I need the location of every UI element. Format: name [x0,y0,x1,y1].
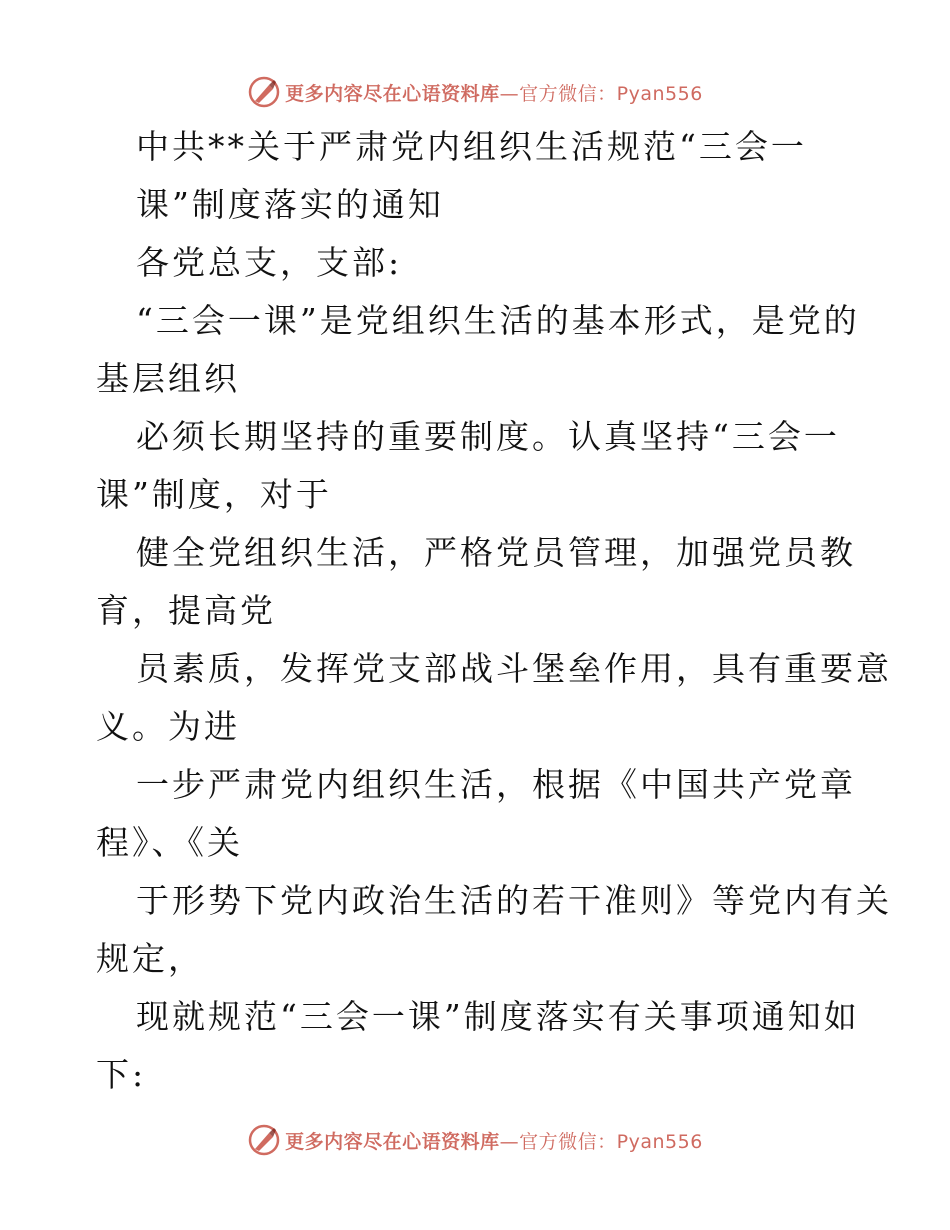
watermark-separator: — [499,1130,520,1153]
watermark-brand: 更多内容尽在心语资料库 [285,82,500,105]
document-title-line-2: 课”制度落实的通知 [136,185,444,224]
paragraph-line: 规定， [96,939,204,978]
paragraph-line: 一步严肃党内组织生活，根据《中国共产党章 [136,765,856,804]
paragraph-line: 于形势下党内政治生活的若干准则》等党内有关 [136,881,892,920]
header-watermark-banner [0,72,950,112]
quill-logo-icon [247,75,281,109]
paragraph-line: 程》、《关 [96,823,243,862]
paragraph-line: 育，提高党 [96,591,276,630]
paragraph-line: 课”制度，对于 [96,475,332,514]
watermark-separator: — [499,82,520,105]
quill-logo-icon [247,1123,281,1157]
document-title-line-1: 中共**关于严肃党内组织生活规范“三会一 [136,127,807,166]
paragraph-line: 下: [96,1055,147,1094]
paragraph-line: 基层组织 [96,359,240,398]
document-body [96,118,892,1104]
watermark-text [285,1127,703,1154]
watermark-wechat: 官方微信：Pyan556 [519,1130,703,1153]
watermark-wechat: 官方微信：Pyan556 [519,82,703,105]
paragraph-line: 健全党组织生活，严格党员管理，加强党员教 [136,533,856,572]
footer-watermark-banner [0,1120,950,1160]
paragraph-line: 必须长期坚持的重要制度。认真坚持“三会一 [136,417,840,456]
paragraph-line: 义。为进 [96,707,240,746]
paragraph-line: 员素质，发挥党支部战斗堡垒作用，具有重要意 [136,649,892,688]
salutation: 各党总支，支部: [136,243,403,282]
paragraph-line: “三会一课”是党组织生活的基本形式，是党的 [136,301,860,340]
paragraph-line: 现就规范“三会一课”制度落实有关事项通知如 [136,997,860,1036]
watermark-text [285,79,703,106]
watermark-brand: 更多内容尽在心语资料库 [285,1130,500,1153]
